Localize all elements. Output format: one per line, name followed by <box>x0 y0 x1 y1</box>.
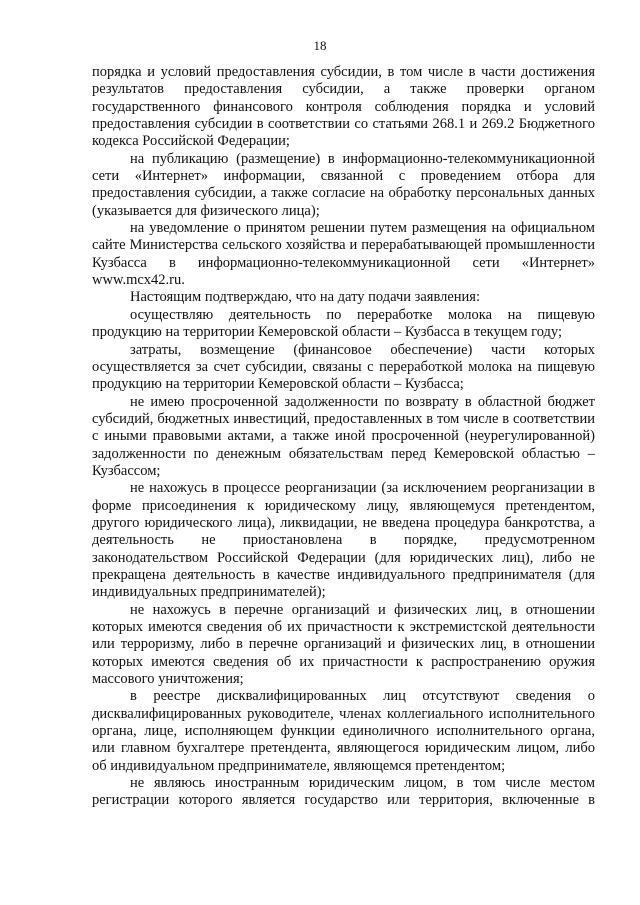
paragraph-costs-compensation: затраты, возмещение (финансовое обеспечение) части которых осуществляется за счет субсидии, связаны с переработкой молока на пищевую продукцию на территории Кемеровской области – Кузбасса; <box>92 341 595 393</box>
paragraph-control-consent: порядка и условий предоставления субсидии, в том числе в части достижения результатов предоставления субсидии, а также проверки органом государственного финансового контроля соблюдения порядка и условий предоставления субсидии в соответствии со статьями 268.1 и 269.2 Бюджетного кодекса Российской Федерации; <box>92 64 595 150</box>
document-body <box>92 64 595 809</box>
page-number: 18 <box>313 38 327 53</box>
paragraph-no-overdue-debt: не имею просроченной задолженности по возврату в областной бюджет субсидий, бюджетных инвестиций, предоставленных в том числе в соответствии с иными правовыми актами, а также иной просроченной (неурегулированной) задолженности по денежным обязательствам перед Кемеровской областью – Кузбассом; <box>92 393 595 479</box>
paragraph-disqualified-registry: в реестре дисквалифицированных лиц отсутствуют сведения о дисквалифицированных руководителе, членах коллегиального исполнительного органа, лице, исполняющем функции единоличного исполнительного органа, или главном бухгалтере претендента, являющегося юридическим лицом, либо об индивидуальном предпринимателе, являющемся претендентом; <box>92 688 595 774</box>
paragraph-no-reorganization: не нахожусь в процессе реорганизации (за исключением реорганизации в форме присоединения к юридическому лицу, являющемуся претендентом, другого юридического лица), ликвидации, не введена процедура банкротства, а деятельность не приостановлена в порядке, предусмотренном законодательством Российской Федерации (для юридических лиц), либо не прекращена деятельность в качестве индивидуального предпринимателя (для индивидуальных предпринимателей); <box>92 480 595 601</box>
paragraph-confirmation-heading: Настоящим подтверждаю, что на дату подачи заявления: <box>130 289 480 306</box>
paragraph-notification-consent: на уведомление о принятом решении путем размещения на официальном сайте Министерства сельского хозяйства и перерабатывающей промышленности Кузбасса в информационно-телекоммуникационной сети «Интернет» www.mcx42.ru. <box>92 220 595 289</box>
paragraph-milk-processing: осуществляю деятельность по переработке молока на пищевую продукцию на территории Кемеровской области – Кузбасса в текущем году; <box>92 306 595 341</box>
paragraph-publication-consent: на публикацию (размещение) в информационно-телекоммуникационной сети «Интернет» информации, связанной с проведением отбора для предоставления субсидии, а также согласие на обработку персональных данных (указывается для физического лица); <box>92 150 595 219</box>
paragraph-not-in-extremist-list: не нахожусь в перечне организаций и физических лиц, в отношении которых имеются сведения об их причастности к экстремистской деятельности или терроризму, либо в перечне организаций и физических лиц, в отношении которых имеются сведения об их причастности к распространению оружия массового уничтожения; <box>92 601 595 688</box>
paragraph-not-foreign-entity: не являюсь иностранным юридическим лицом, в том числе местом регистрации которого является государство или территория, включенные в <box>92 775 595 809</box>
